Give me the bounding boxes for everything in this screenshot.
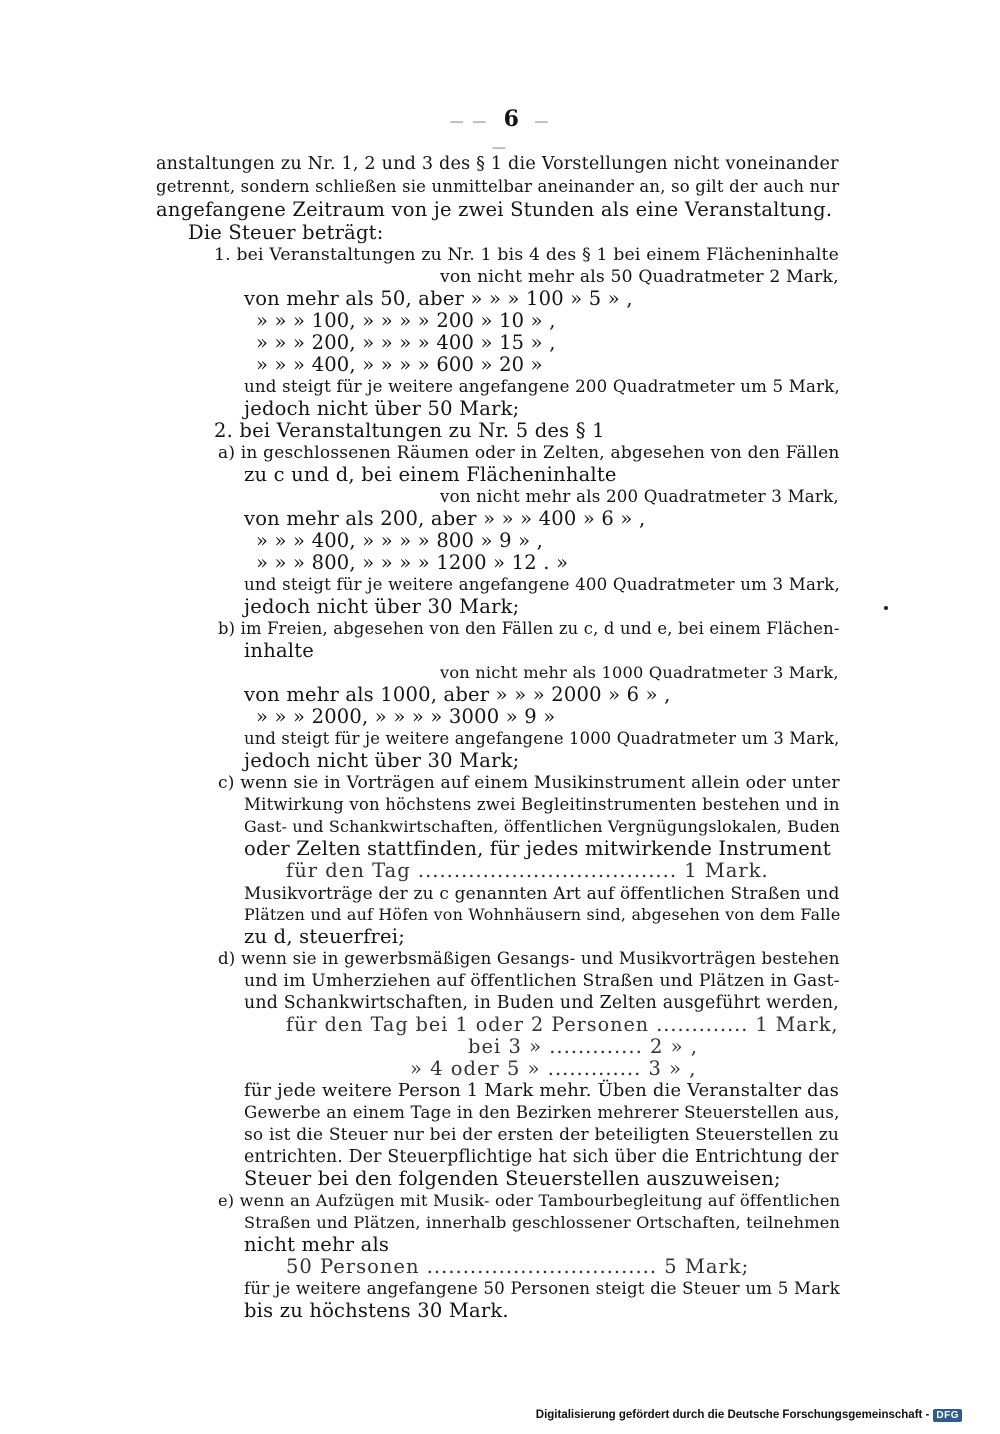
dfg-logo: DFG: [933, 1409, 962, 1422]
text-line: von nicht mehr als 50 Quadratmeter 2 Mark,: [440, 267, 839, 287]
text-line: Gast- und Schankwirtschaften, öffentlichen Vergnügungslokalen, Buden: [244, 817, 841, 836]
text-line: e) wenn an Aufzügen mit Musik- oder Tambourbegleitung auf öffentlichen: [218, 1191, 841, 1210]
text-line: und im Umherziehen auf öffentlichen Straßen und Plätzen in Gast-: [244, 971, 840, 991]
text-line: von mehr als 200, aber » » » 400 » 6 » ,: [244, 507, 646, 530]
text-line: Straßen und Plätzen, innerhalb geschlossener Ortschaften, teilnehmen: [244, 1213, 841, 1232]
text-line: » » » 400, » » » » 600 » 20 »: [256, 353, 543, 376]
text-line: » » » 400, » » » » 800 » 9 » ,: [256, 529, 543, 552]
text-line: 1. bei Veranstaltungen zu Nr. 1 bis 4 des § 1 bei einem Flächeninhalte: [214, 245, 840, 265]
text-line: und steigt für je weitere angefangene 400 Quadratmeter um 3 Mark,: [244, 575, 840, 594]
text-line: anstaltungen zu Nr. 1, 2 und 3 des § 1 die Vorstellungen nicht voneinander: [156, 154, 839, 174]
text-line: oder Zelten stattfinden, für jedes mitwirkende Instrument: [244, 837, 831, 860]
text-line: und steigt für je weitere angefangene 1000 Quadratmeter um 3 Mark,: [244, 729, 840, 748]
credit-text: Digitalisierung gefördert durch die Deutsche Forschungsgemeinschaft -: [535, 1409, 930, 1421]
text-line: Steuer bei den folgenden Steuerstellen auszuweisen;: [244, 1167, 781, 1190]
text-line: c) wenn sie in Vorträgen auf einem Musikinstrument allein oder unter: [218, 773, 840, 793]
text-line: von nicht mehr als 1000 Quadratmeter 3 Mark,: [440, 663, 839, 682]
text-line: und steigt für je weitere angefangene 200 Quadratmeter um 5 Mark,: [244, 377, 840, 396]
text-line: » 4 oder 5 » ............. 3 » ,: [410, 1057, 697, 1080]
text-line: » » » 200, » » » » 400 » 15 » ,: [256, 331, 556, 354]
text-line: zu c und d, bei einem Flächeninhalte: [244, 463, 617, 486]
text-line: von mehr als 1000, aber » » » 2000 » 6 » ,: [244, 683, 671, 706]
text-line: jedoch nicht über 30 Mark;: [244, 595, 520, 618]
text-line: für je weitere angefangene 50 Personen steigt die Steuer um 5 Mark: [244, 1279, 840, 1298]
text-line: bei 3 » ............. 2 » ,: [468, 1035, 698, 1058]
text-line: jedoch nicht über 50 Mark;: [244, 397, 520, 420]
text-line: Plätzen und auf Höfen von Wohnhäusern sind, abgesehen von dem Falle: [244, 905, 841, 924]
text-line: entrichten. Der Steuerpflichtige hat sich über die Entrichtung der: [244, 1147, 839, 1167]
text-line: angefangene Zeitraum von je zwei Stunden als eine Veranstaltung.: [156, 198, 833, 221]
text-line: und Schankwirtschaften, in Buden und Zelten ausgeführt werden,: [244, 993, 839, 1013]
text-line: Mitwirkung von höchstens zwei Begleitinstrumenten bestehen und in: [244, 795, 840, 814]
text-line: nicht mehr als: [244, 1233, 390, 1256]
print-speck: [884, 606, 888, 610]
text-line: für jede weitere Person 1 Mark mehr. Üben die Veranstalter das: [244, 1080, 840, 1101]
text-line: von nicht mehr als 200 Quadratmeter 3 Mark,: [440, 487, 839, 506]
text-line: » » » 2000, » » » » 3000 » 9 »: [256, 705, 556, 728]
text-line: » » » 100, » » » » 200 » 10 » ,: [256, 309, 556, 332]
text-line: Gewerbe an einem Tage in den Bezirken mehrerer Steuerstellen aus,: [244, 1103, 840, 1122]
text-line: 50 Personen ................................ 5 Mark;: [286, 1255, 750, 1278]
text-line: für den Tag bei 1 oder 2 Personen ............. 1 Mark,: [286, 1013, 839, 1036]
text-line: d) wenn sie in gewerbsmäßigen Gesangs- und Musikvorträgen bestehen: [218, 949, 840, 968]
text-line: » » » 800, » » » » 1200 » 12 . »: [256, 551, 569, 574]
text-line: getrennt, sondern schließen sie unmittelbar aneinander an, so gilt der auch nur: [156, 177, 840, 196]
text-line: 2. bei Veranstaltungen zu Nr. 5 des § 1: [214, 419, 605, 442]
text-line: jedoch nicht über 30 Mark;: [244, 749, 520, 772]
text-line: von mehr als 50, aber » » » 100 » 5 » ,: [244, 287, 633, 310]
text-line: a) in geschlossenen Räumen oder in Zelten, abgesehen von den Fällen: [218, 443, 840, 463]
text-line: für den Tag .................................... 1 Mark.: [286, 859, 769, 882]
text-line: b) im Freien, abgesehen von den Fällen zu c, d und e, bei einem Flächen-: [218, 619, 840, 638]
text-line: zu d, steuerfrei;: [244, 925, 405, 948]
text-line: bis zu höchstens 30 Mark.: [244, 1299, 509, 1322]
digitization-credit: [536, 1406, 962, 1424]
text-line: Musikvorträge der zu c genannten Art auf öffentlichen Straßen und: [244, 883, 840, 903]
text-line: so ist die Steuer nur bei der ersten der beteiligten Steuerstellen zu: [244, 1125, 840, 1145]
page-number: — — 6 — —: [449, 106, 551, 156]
text-line: Die Steuer beträgt:: [188, 221, 384, 244]
text-line: inhalte: [244, 639, 314, 662]
